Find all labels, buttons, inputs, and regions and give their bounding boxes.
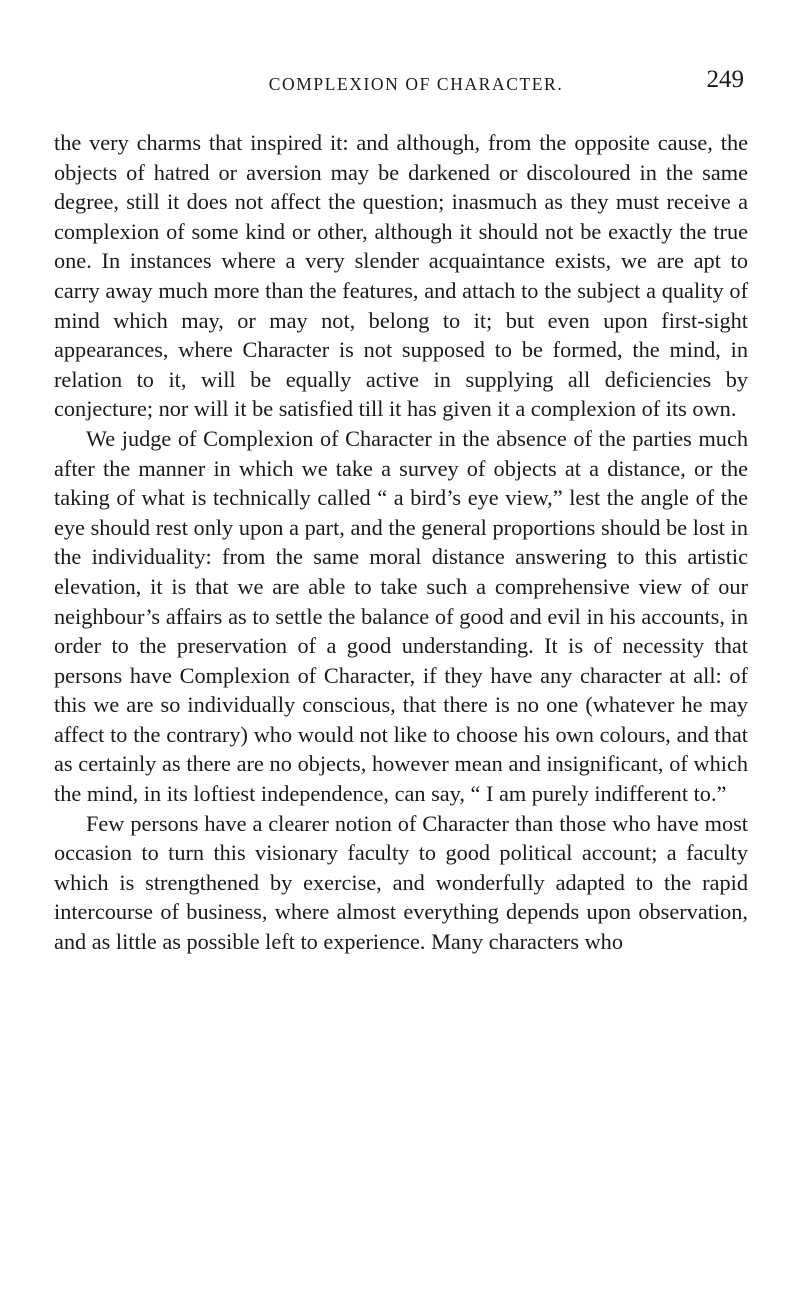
body-text (54, 128, 748, 957)
book-page (54, 66, 748, 957)
running-header (54, 66, 748, 118)
paragraph-few-persons: Few persons have a clearer notion of Character than those who have most occasion to turn this visionary faculty to good political account; a faculty which is strengthened by exercise, and wonderfully adapted to the rapid intercourse of business, where almost everything depends upon observation, and as little as possible left to experience. Many characters who (54, 810, 748, 955)
paragraph-judging-complexion: We judge of Complexion of Character in the absence of the parties much after the manner in which we take a survey of objects at a distance, or the taking of what is technically called “ a bird’s eye view,” lest the angle of the eye should rest only upon a part, and the general proportions should be lost in the individuality: from the same moral distance answering to this artistic elevation, it is that we are able to take such a comprehensive view of our neighbour’s affairs as to settle the balance of good and evil in his accounts, in order to the preservation of a good understanding. It is of necessity that persons have Complexion of Character, if they have any character at all: of this we are so individually conscious, that there is no one (whatever he may affect to the contrary) who would not like to choose his own colours, and that as certainly as there are no objects, however mean and insignificant, of which the mind, in its loftiest independence, can say, “ I am purely indifferent to.” (54, 425, 748, 807)
paragraph-continuation: the very charms that inspired it: and although, from the opposite cause, the objects of hatred or aversion may be darkened or discoloured in the same degree, still it does not affect the question; inasmuch as they must receive a complexion of some kind or other, although it should not be exactly the true one. In instances where a very slender acquaintance exists, we are apt to carry away much more than the features, and attach to the subject a quality of mind which may, or may not, belong to it; but even upon first-sight appearances, where Character is not supposed to be formed, the mind, in relation to it, will be equally active in supplying all deficiencies by conjecture; nor will it be satisfied till it has given it a complexion of its own. (54, 130, 748, 422)
running-title: COMPLEXION OF CHARACTER. (268, 74, 564, 94)
page-number: 249 (706, 66, 744, 93)
